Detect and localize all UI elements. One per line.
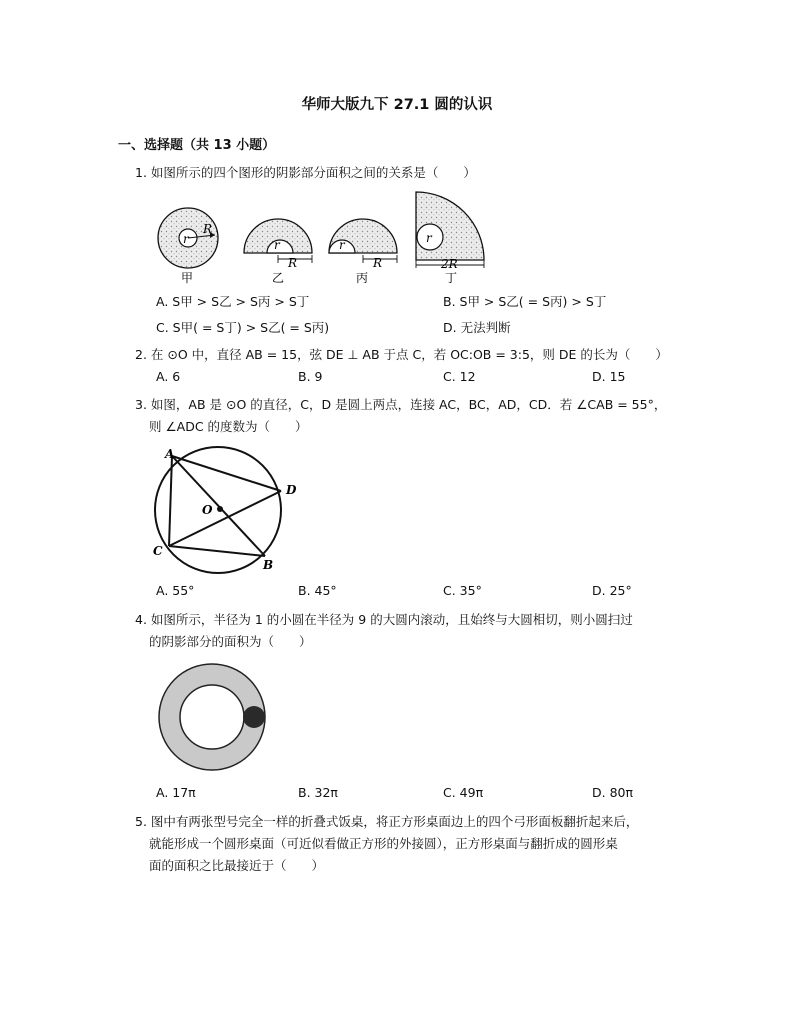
q2-option-d: D. 15	[592, 369, 626, 384]
bing-R-label: R	[373, 256, 383, 270]
section-heading: 一、选择题（共 13 小题）	[118, 138, 276, 153]
q3-chord-cd	[169, 491, 281, 546]
question-5-line-1: 5. 图中有两张型号完全一样的折叠式饭桌，将正方形桌面边上的四个弓形面板翻折起来后，	[135, 814, 639, 829]
q3-label-b: B	[263, 558, 274, 572]
q3-option-b: B. 45°	[298, 583, 337, 598]
jia-R-label: R	[203, 222, 213, 236]
q1-option-d: D. 无法判断	[443, 320, 511, 335]
bing-r-label: r	[339, 238, 345, 252]
q4-option-d: D. 80π	[592, 785, 634, 800]
q3-chord-bc	[169, 546, 265, 556]
q2-option-b: B. 9	[298, 369, 323, 384]
q1-figure-bing	[326, 215, 400, 285]
q1-figure-yi	[241, 215, 315, 285]
jia-r-label: r	[183, 232, 189, 246]
question-2-text: 2. 在 ⊙O 中，直径 AB = 15，弦 DE ⊥ AB 于点 C，若 OC:OB = 3:5，则 DE 的长为（ ）	[135, 347, 668, 362]
yi-caption: 乙	[272, 271, 285, 285]
q3-label-d: D	[286, 483, 297, 497]
q3-option-a: A. 55°	[156, 583, 195, 598]
q3-label-c: C	[153, 544, 163, 558]
q3-label-a: A	[165, 447, 175, 461]
q2-option-a: A. 6	[156, 369, 181, 384]
q1-option-c: C. S甲( = S丁) > S乙( = S丙)	[156, 320, 330, 335]
q1-figure-ding	[410, 186, 486, 285]
q4-ring-figure	[155, 660, 270, 775]
ding-2R-label: 2R	[441, 257, 458, 271]
q3-circle-figure	[145, 440, 315, 580]
yi-r-label: r	[274, 238, 280, 252]
bing-caption: 丙	[356, 271, 369, 285]
question-1-text: 1. 如图所示的四个图形的阴影部分面积之间的关系是（ ）	[135, 165, 476, 180]
q4-inner-circle	[180, 685, 244, 749]
q1-option-b: B. S甲 > S乙( = S丙) > S丁	[443, 294, 607, 309]
question-5-line-2: 就能形成一个圆形桌面（可近似看做正方形的外接圆），正方形桌面与翻折成的圆形桌	[149, 836, 618, 851]
jia-caption: 甲	[181, 271, 194, 285]
q4-option-c: C. 49π	[443, 785, 484, 800]
q1-option-a: A. S甲 > S乙 > S丙 > S丁	[156, 294, 310, 309]
ding-caption: 丁	[445, 271, 458, 285]
q2-option-c: C. 12	[443, 369, 476, 384]
question-5-line-3: 面的面积之比最接近于（ ）	[149, 858, 325, 873]
question-4-line-2: 的阴影部分的面积为（ ）	[149, 634, 312, 649]
q3-option-c: C. 35°	[443, 583, 482, 598]
question-3-line-2: 则 ∠ADC 的度数为（ ）	[149, 419, 308, 434]
ding-r-label: r	[426, 231, 432, 245]
question-3-line-1: 3. 如图，AB 是 ⊙O 的直径，C，D 是圆上两点，连接 AC，BC，AD，CD．若 ∠CAB = 55°，	[135, 397, 667, 412]
q4-option-a: A. 17π	[156, 785, 196, 800]
question-4-line-1: 4. 如图所示，半径为 1 的小圆在半径为 9 的大圆内滚动，且始终与大圆相切，则小圆扫过	[135, 612, 633, 627]
q3-label-o: O	[202, 503, 213, 517]
q4-option-b: B. 32π	[298, 785, 338, 800]
q3-option-d: D. 25°	[592, 583, 632, 598]
q1-figure-jia	[155, 205, 223, 285]
yi-R-label: R	[288, 256, 298, 270]
q3-center-dot	[217, 506, 223, 512]
page-title: 华师大版九下 27.1 圆的认识	[301, 97, 493, 113]
q4-small-circle	[243, 706, 265, 728]
